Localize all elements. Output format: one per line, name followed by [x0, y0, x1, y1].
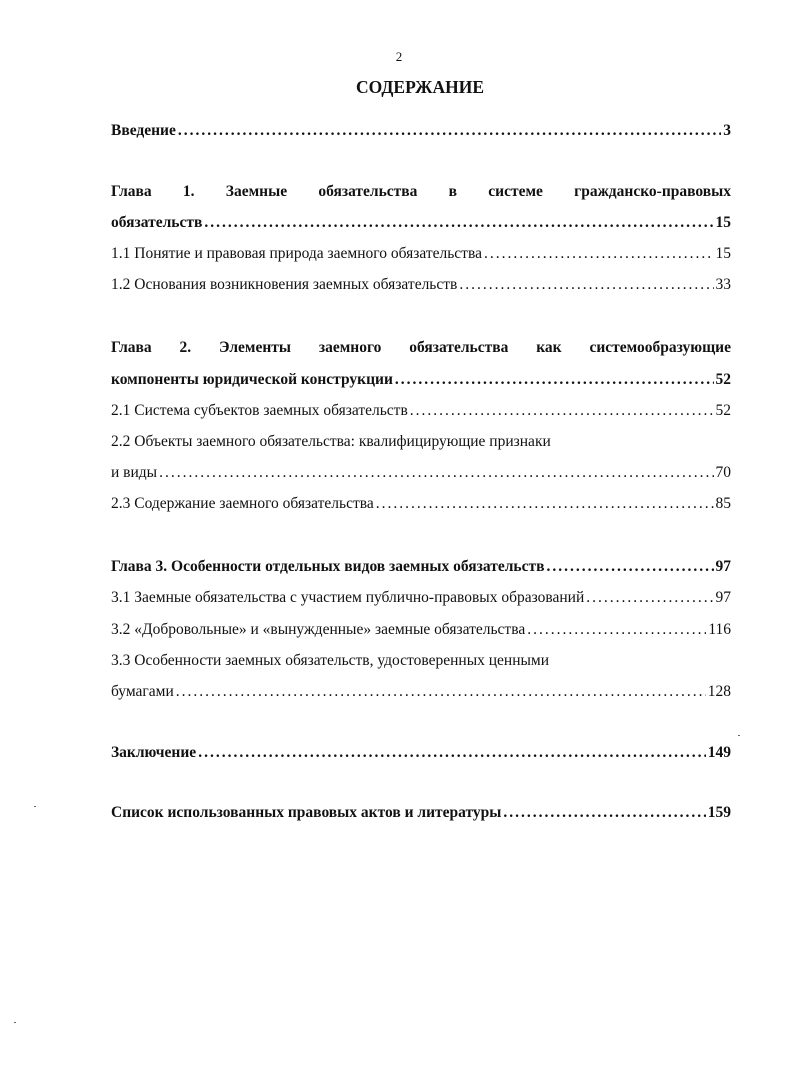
leader-dots [527, 620, 706, 640]
toc-entry-page: 159 [707, 804, 731, 821]
toc-entry-2-2[interactable] [111, 463, 731, 483]
toc-entry-label: Глава 3. Особенности отдельных видов заемных обязательств [111, 558, 545, 575]
leader-dots [395, 370, 714, 390]
toc-entry-page: 15 [715, 245, 731, 262]
toc-entry-label: 1.2 Основания возникновения заемных обязательств [111, 276, 458, 293]
toc-entry-page: 52 [715, 371, 731, 388]
toc-entry-bibliography[interactable] [111, 803, 731, 823]
toc-entry-page: 33 [715, 276, 731, 293]
leader-dots [159, 463, 713, 483]
chapter2-heading[interactable]: Глава 2. Элементы заемного обязательства как системообразующие [111, 339, 731, 356]
toc-entry-conclusion[interactable] [111, 743, 731, 763]
toc-entry-page: 128 [707, 683, 731, 700]
toc-entry-page: 116 [708, 621, 731, 638]
toc-entry-label: 2.1 Система субъектов заемных обязательств [111, 402, 408, 419]
toc-entry-label: Список использованных правовых актов и литературы [111, 804, 502, 821]
toc-entry-label: Введение [111, 122, 176, 139]
toc-entry-label: 3.1 Заемные обязательства с участием публично-правовых образований [111, 589, 585, 606]
toc-entry-2-3[interactable] [111, 494, 731, 514]
toc-entry-label: Заключение [111, 744, 197, 761]
toc-entry-label: 3.2 «Добровольные» и «вынужденные» заемные обязательства [111, 621, 526, 638]
toc-entry-2-2-line1[interactable]: 2.2 Объекты заемного обязательства: квалифицирующие признаки [111, 433, 551, 450]
leader-dots [503, 803, 705, 823]
leader-dots [459, 275, 713, 295]
toc-entry-3-2[interactable] [111, 620, 731, 640]
scan-speck [14, 1022, 16, 1023]
toc-entry-2-1[interactable] [111, 401, 731, 421]
toc-entry-page: 52 [715, 402, 731, 419]
toc-entry-label: 2.3 Содержание заемного обязательства [111, 495, 374, 512]
toc-entry-page: 97 [715, 589, 731, 606]
toc-entry-page: 97 [715, 558, 731, 575]
leader-dots [376, 494, 714, 514]
leader-dots [546, 557, 713, 577]
toc-entry-label: обязательств [111, 214, 203, 231]
leader-dots [410, 401, 714, 421]
toc-entry-page: 149 [707, 744, 731, 761]
toc-entry-label: и виды [111, 464, 158, 481]
leader-dots [178, 121, 721, 141]
leader-dots [484, 244, 714, 264]
toc-entry-1-2[interactable] [111, 275, 731, 295]
toc-entry-label: 1.1 Понятие и правовая природа заемного обязательства [111, 245, 482, 262]
leader-dots [204, 213, 713, 233]
toc-entry-page: 70 [715, 464, 731, 481]
page-number: 2 [395, 49, 403, 64]
toc-entry-1-1[interactable] [111, 244, 731, 264]
toc-entry-label: бумагами [111, 683, 174, 700]
leader-dots [198, 743, 706, 763]
toc-title: СОДЕРЖАНИЕ [355, 77, 484, 97]
toc-entry-3-3-line1[interactable]: 3.3 Особенности заемных обязательств, удостоверенных ценными [111, 652, 550, 669]
leader-dots [586, 588, 713, 608]
scan-speck [34, 806, 36, 807]
toc-entry-3-3[interactable] [111, 682, 731, 702]
toc-entry-label: компоненты юридической конструкции [111, 371, 393, 388]
scan-speck [738, 735, 740, 736]
toc-entry-chapter2[interactable] [111, 370, 731, 390]
toc-entry-page: 3 [723, 122, 731, 139]
toc-entry-chapter3[interactable] [111, 557, 731, 577]
toc-entry-page: 15 [715, 214, 731, 231]
chapter1-heading[interactable]: Глава 1. Заемные обязательства в системе гражданско-правовых [111, 183, 731, 200]
toc-entry-3-1[interactable] [111, 588, 731, 608]
toc-entry-chapter1[interactable] [111, 213, 731, 233]
toc-entry-intro[interactable] [111, 121, 731, 141]
toc-entry-page: 85 [715, 495, 731, 512]
leader-dots [176, 682, 706, 702]
